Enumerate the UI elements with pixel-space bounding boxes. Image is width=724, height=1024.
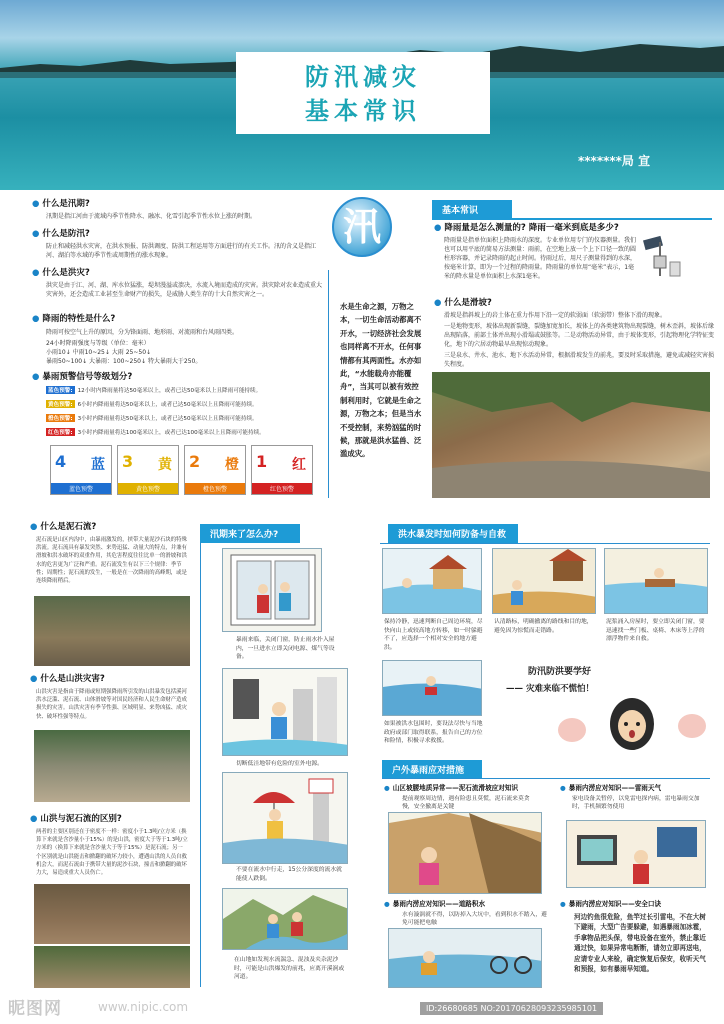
hero-banner [0,0,724,190]
q4-title: ● 降雨的特性是什么? [32,312,324,324]
outdoor-b [560,782,710,811]
flood-cap1: 暴雨来临，关闭门窗，防止雨水扑入屋内，一旦进水立即关闭电源、煤气等设备。 [236,637,335,660]
umbrella-illustration-icon [223,773,348,864]
sign-num: 2 [189,452,201,471]
sign-caption: 橙色预警 [185,483,245,494]
selfhelp-cap4: 如果被洪水包围时，要设法尽快与当地政府或部门取得联系，报告自己的方位和险情，积极寻求救援。 [384,721,483,744]
footer-url: www.nipic.com [98,1000,189,1014]
section-self-help: 洪水暴发时如何防备与自救 [388,524,518,543]
r-q1-text: 降雨量是指单位面积上降雨水的深度。专业单位用专门的仪器测量。我们也可以用平底的简易方法测量：雨前，在空地上放一个上下口径一致的圆柱形容器，并记录降雨的起止时间。待雨过后，用尺子测量得到的水深，按毫米计算，即为一个过程的降雨量。降雨量的单位用“毫米”表示，1毫米的降水量是单位面积上水深1毫米。 [444,237,637,280]
selfhelp-cap3: 泥浆涌入房屋时，要立即关闭门窗，要迅速找一些门板、桌椅、木床等上浮的漂浮物件来自救。 [606,619,705,642]
title-line2: 基本常识 [305,96,421,125]
sign-label: 橙 [225,457,239,473]
bl-q2-text: 山洪灾害是指由于降雨或短期强降雨所引发的山洪暴发包括溪河洪水泛滥、泥石流、山体滑坡等对国民经济和人民生命财产造成损失的灾害。山洪灾害有季节性强、区域明显、来势凶猛、成灾快、破坏性强等特点。 [36,689,187,720]
illustration-dont-walk-water [222,772,348,864]
flood-cap4: 在山地如发现水流湍急、混浊及夹杂泥沙时，可能是山洪爆发的前兆，应离开溪涧或河道。 [234,957,345,980]
q2-title: ● 什么是防汛? [32,227,322,239]
selfhelp-cap1: 保持冷静，迅速判断自己周边环境，尽快向山上或较高地方转移，如一时躲避不了，应选择一个相对安全的地方避洪。 [384,619,483,651]
issuer-text: *******局 宣 [578,154,651,168]
q4-text: 降雨可按空气上升的原因，分为锋面雨、地形雨、对流雨和台风雨四类。 [46,329,239,336]
q1-title: ● 什么是汛期? [32,197,322,209]
divider-line [328,270,329,498]
indoor-flood-illustration-icon [605,549,708,614]
sign-num: 3 [122,452,134,471]
window-illustration-icon [223,549,322,632]
bl-q1-text: 泥石流是山区内沟中，由暴雨激发的，挟带大量泥沙石块的特殊洪流。泥石流具有暴发突然、来势迅猛、动量大的特点，并兼有滑坡和洪水破坏的双重作用，其危害程度往往比单一的滑坡和洪水的危害更为广泛和严重。泥石流发生有以下三个规律：季节性；周期性；泥石流的发生，一般是在一次降雨的高峰期，或是连续降雨稍后。 [36,537,187,585]
flood-cap2: 切断低洼地带有危险的室外电源。 [236,761,323,767]
outdoor-a-title: ● 山区坡腰地质异常——泥石流滑坡应对知识 [384,782,554,792]
warning-desc: 6小时内降雨量将达50毫米以上，或者已达50毫米以上且降雨可能持续。 [77,402,258,408]
tv-thunder-illustration-icon [567,821,706,888]
outdoor-c-title: ● 暴雨内涝应对知识——道路积水 [384,898,558,908]
illustration-thunder [566,820,706,888]
bl-q2-title: ● 什么是山洪灾害? [30,672,188,684]
flood-house-illustration-icon [383,549,482,614]
warning-name: 橙色预警: [48,416,73,422]
flood-photo-2 [34,946,190,988]
warning-desc: 3小时内降雨量将达100毫米以上，或者已达100毫米以上且降雨可能持续。 [77,430,265,436]
flood-col-divider [200,542,201,987]
illustration-road-water [388,928,542,988]
sign-label: 蓝 [91,457,105,473]
flood-logo-icon [332,197,392,257]
warning-row-yellow [46,400,258,408]
q1-text: 汛期是指江河由于流域内季节性降水、融冰、化雪引起季节性水位上涨的时期。 [46,213,257,220]
bl-q1-title: ● 什么是泥石流? [30,520,188,532]
illustration-cut-power [222,668,348,756]
mountain-flood-photo [34,730,190,802]
q3-text: 洪灾是由于江、河、湖、库水位猛涨，堤坝漫溢或溃决，水流入境而造成的灾害。洪灾除对农业造成重大灾害外，还会造成工业甚至生命财产的损失，是威胁人类生存的十大自然灾害之一。 [46,282,323,298]
power-switch-illustration-icon [223,669,348,756]
warning-name: 红色预警: [48,430,73,436]
outdoor-d-text: 河边钓鱼很危险，鱼竿过长引雷电，不在大树下避雨，大型广告要躲避，如遇暴雨加冰雹，手拿物品把头保，带电设备在室外，禁止靠近通过快，如果异常电断断，请勿立即再送电，应请专业人来检，确定恢复后保安，收听天气和预报，如有暴雨早知道。 [574,913,706,974]
warning-sign-orange [184,445,246,495]
outdoor-b-text: 家电设备关暂停，以免雷电探内病，雷电暴雨交加时，手机频繁勿使用 [572,796,700,810]
title-line1: 防汛减灾 [305,62,421,91]
sign-label: 红 [292,457,306,473]
slogan-line1: 防汛防洪要学好 [528,667,592,677]
sign-caption: 黄色预警 [118,483,178,494]
rescue-illustration-icon [383,661,482,716]
sign-label: 黄 [158,457,172,473]
landslide-section [434,296,714,369]
section-basic-knowledge: 基本常识 [432,200,512,219]
selfhelp-cap2: 认清路标，明确撤离的路线和目的地，避免因为惊慌而走错路。 [494,619,593,634]
q4-line3: 暴雨50~100↓ 大暴雨：100~250↓ 特大暴雨大于250。 [46,358,202,365]
rain-section [32,312,324,382]
q2-text: 防止和减轻洪水灾害，在洪水预报、防洪调度、防洪工程运用等方面进行的有关工作。汛的含义是指江河、湖泊等水域的季节性或周期性的涨水现象。 [46,243,317,259]
outdoor-a-text: 提前观察周边情，遇有险患且莫慌，泥石流来莫贪慢，安全撤离是关键 [402,796,530,810]
footer-watermark [0,990,724,1024]
flood-photo-1 [34,884,190,944]
slogan-line2: —— 灾难来临不慌怕！ [506,684,594,694]
sign-num: 1 [256,452,268,471]
illustration-call-rescue [382,660,482,716]
bl-q3-text: 两者的主要区别还在于密度不一样：密度小于1.3吨/立方米（换算下来就是含沙量小于15%）的是山洪，密度大于等于1.3吨/立方米的（换算下来就是含沙量大于等于15%）是泥石流；另一个区别就是山洪能击和掀翻的破坏力较小，遭遇山洪的人员自救机会大，而泥石流由于携带大量的泥沙石块，撞击和掀翻的破坏力大，易造成重大人员伤亡。 [36,829,188,877]
illustration-float-furniture [604,548,708,614]
mountain-flood-section [30,672,188,721]
sign-num: 4 [55,452,67,471]
q3-title: ● 什么是洪灾? [32,266,322,278]
road-water-illustration-icon [389,929,542,988]
flood-cap3: 不要在流水中行走，15公分深度的流水就能使人跌倒。 [236,867,342,882]
warning-row-orange [46,414,258,422]
logo-char: 汛 [342,204,381,249]
warning-row-red [46,428,265,436]
mountain-stream-illustration-icon [223,889,348,950]
illustration-escape-route [492,548,596,614]
mudslide-illustration-icon [389,813,542,894]
r-q2-text2: 一是地物变形，坡体出现新裂缝，裂缝加宽加长，坡体上的各类建筑物出现裂缝，树木歪斜，坡体后缘出现陷落，前部土体并出现小滑塌或鼓胀等。二是动物活动异常，由于坡体变形，引起物理化学特征变化，地下的穴居动物最早出现惊动现象。 [444,323,715,348]
bl-q3-title: ● 山洪与泥石流的区别? [30,812,188,824]
debris-flow-section [30,520,188,585]
section-outdoor: 户外暴雨应对措施 [382,760,482,779]
illustration-leave-stream [222,888,348,950]
warning-name: 黄色预警: [48,402,73,408]
sign-caption: 红色预警 [252,483,312,494]
road-sign-illustration-icon [493,549,596,614]
r-q2-title: ● 什么是滑坡? [434,296,714,308]
landslide-photo [432,372,710,498]
self-help-rule [380,543,710,544]
outdoor-b-title: ● 暴雨内涝应对知识——雷雨天气 [560,782,710,792]
section-flood-season: 汛期来了怎么办? [200,524,300,543]
right-top-rule [432,218,712,220]
warning-row-blue [46,386,261,394]
illustration-stay-calm [382,548,482,614]
warning-desc: 12小时内降雨量将达50毫米以上，或者已达50毫米以上且降雨可能持续。 [77,388,262,394]
footer-logo: 昵图网 [8,999,62,1019]
outdoor-d [560,898,712,974]
warning-desc: 3小时内降雨量将达50毫米以上，或者已达50毫米以上且降雨可能持续。 [77,416,258,422]
warning-name: 蓝色预警: [48,388,73,394]
illustration-mudslide [388,812,542,894]
left-top-section [32,197,322,305]
difference-section [30,812,188,877]
warning-sign-yellow [117,445,179,495]
q5-title: ● 暴雨预警信号等级划分? [32,370,324,382]
outdoor-d-title: ● 暴雨内涝应对知识——安全口诀 [560,898,712,908]
q4-line1: 24小时降雨强度与等级（单位：毫米） [46,340,150,347]
outdoor-c-text: 水有漩涡就不得，以防掉入大坑中，看到积水不踏入，避免可能把电触 [402,912,547,926]
footer-id: ID:26680685 NO:20170628093235985101 [420,1002,603,1015]
sign-caption: 蓝色预警 [51,483,111,494]
outdoor-a [384,782,554,811]
water-text: 水是生命之源，万物之本，一切生命活动都离不开水，一切经济社会发展也同样离不开水，任何事情都有其两面性。水亦如此，“水能载舟亦能覆舟”，当其可以被有效控制利用时，它就是生命之源，万物之本；但是当水不受控制，来势汹猛的时候，那就是洪水猛兽、泛滥成灾。 [340,302,422,459]
r-q1-title: ● 降雨量是怎么测量的? 降雨一毫米到底是多少? [434,221,714,233]
warning-sign-red [251,445,313,495]
q4-line2: 小雨10↓ 中雨10~25↓ 大雨 25~50↓ [46,349,152,356]
outdoor-c [384,898,558,927]
outdoor-rule [382,778,710,779]
title-box [236,52,490,134]
warning-sign-blue [50,445,112,495]
landslide-photo-icon [432,372,710,498]
r-q2-text3: 三是泉水、井水、池水、地下水活动异常，根据滑坡发生的前兆，要及时采取措施，避免或减轻灾害损失程度。 [444,352,715,368]
rain-gauge-icon [640,232,686,278]
scared-woman-cartoon-icon [552,690,712,756]
r-q2-text1: 滑坡是指斜坡上的岩土体在重力作用下沿一定的软弱面（软弱带）整体下滑的现象。 [444,312,667,319]
debris-flow-photo [34,596,190,666]
illustration-close-windows [222,548,322,632]
